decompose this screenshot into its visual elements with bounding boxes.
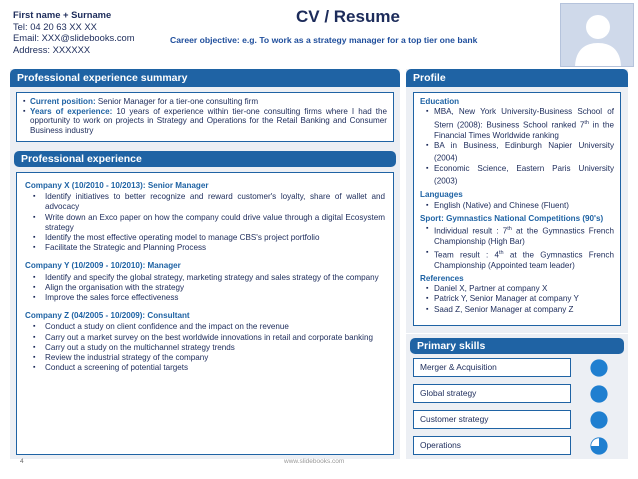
reference-item: ▪ Daniel X, Partner at company X	[420, 284, 614, 294]
job-bullet: ▪ Carry out a study on the multichannel strategy trends	[25, 343, 385, 353]
education-title: Education	[420, 97, 460, 106]
contact-address: Address: XXXXXX	[13, 43, 91, 55]
skill-level-icon	[590, 359, 608, 377]
reference-item: ▪ Saad Z, Senior Manager at company Z	[420, 305, 614, 315]
sport-item-sup: th	[499, 249, 504, 256]
page-number: 4	[20, 458, 24, 465]
candidate-name: First name + Surname	[13, 9, 112, 20]
reference-item: ▪ Patrick Y, Senior Manager at company Y	[420, 294, 614, 304]
education-item-text: BA in Business, Edinburgh Napier University (2004)	[434, 140, 614, 163]
languages-title: Languages	[420, 190, 463, 200]
experience-heading: Professional experience	[14, 151, 396, 167]
profile-heading: Profile	[406, 69, 628, 87]
job-entry	[25, 181, 385, 253]
job-bullet: ▪ Conduct a study on client confidence and the impact on the revenue	[25, 322, 385, 332]
sport-item	[420, 248, 614, 271]
sport-item-text: Individual result : 7	[434, 227, 508, 237]
education-item-sup: th	[584, 119, 589, 126]
skill-item: Customer strategy	[413, 410, 571, 429]
education-item-text: Economic Science, Eastern Paris University (2003)	[434, 164, 614, 187]
education-item	[420, 164, 614, 187]
language-item: ▪ English (Native) and Chinese (Fluent)	[420, 201, 614, 211]
job-bullet: ▪ Review the industrial strategy of the company	[25, 353, 385, 363]
job-bullet: ▪ Identify initiatives to better recognize and reward customer's loyalty, share of wallet and advocacy	[25, 192, 385, 212]
summary-item	[23, 97, 387, 107]
sport-item-text-end: at the Gymnastics French Championship (Appointed team leader)	[434, 250, 614, 270]
sport-title: Sport: Gymnastics National Competitions (90's)	[420, 214, 604, 224]
summary-heading: Professional experience summary	[10, 69, 400, 87]
person-silhouette-icon	[561, 4, 634, 67]
skill-item: Merger & Acquisition	[413, 358, 571, 377]
experience-box	[16, 172, 394, 455]
summary-item-label: Years of experience:	[30, 106, 113, 116]
job-bullet: ▪ Identify and specify the global strategy, marketing strategy and sales strategy of the company	[25, 273, 385, 283]
summary-item-text: 10 years of experience within tier-one consulting firms where I had the opportunity to work on projects in Strategy and Operations for the Retail Banking and Consumer Business industry	[30, 106, 387, 135]
job-entry	[25, 311, 385, 373]
skills-heading: Primary skills	[410, 338, 624, 354]
references-title: References	[420, 273, 464, 283]
summary-item	[23, 107, 387, 136]
job-title: Company Y (10/2009 - 10/2010): Manager	[25, 261, 181, 271]
education-item	[420, 107, 614, 141]
job-bullet: ▪ Improve the sales force effectiveness	[25, 293, 385, 303]
profile-box	[413, 92, 621, 326]
sport-item-text: Team result : 4	[434, 250, 500, 260]
education-item-text: MBA, New York University-Business School of Stern (2008): Business School ranked 7	[434, 107, 614, 130]
summary-box	[16, 92, 394, 142]
skill-level-icon	[590, 411, 608, 429]
contact-email: Email: XXX@slidebooks.com	[13, 32, 135, 44]
skill-item: Operations	[413, 436, 571, 455]
contact-block	[13, 9, 173, 55]
skill-level-icon	[590, 385, 608, 403]
contact-tel: Tel: 04 20 63 XX XX	[13, 20, 97, 32]
job-bullet: ▪ Conduct a screening of potential targets	[25, 363, 385, 373]
skill-level-icon	[590, 437, 608, 455]
job-title: Company Z (04/2005 - 10/2009): Consultant	[25, 311, 190, 321]
career-objective: Career objective: e.g. To work as a strategy manager for a top tier one bank	[170, 35, 478, 45]
sport-item-sup: th	[507, 226, 512, 233]
page-title: CV / Resume	[296, 7, 400, 26]
summary-item-label: Current position:	[30, 97, 96, 106]
job-bullet: ▪ Carry out a market survey on the best worldwide innovations in retail and corporate banking	[25, 333, 385, 343]
sport-item-text-end: at the Gymnastics French Championship (High Bar)	[434, 227, 614, 247]
summary-item-text: Senior Manager for a tier-one consulting firm	[95, 97, 259, 106]
skill-item: Global strategy	[413, 384, 571, 403]
photo-placeholder	[560, 3, 634, 67]
education-item-text-end: in the Financial Times Worldwide ranking	[434, 120, 614, 140]
job-bullet: ▪ Align the organisation with the strategy	[25, 283, 385, 293]
education-item	[420, 141, 614, 164]
footer-website: www.slidebooks.com	[284, 458, 345, 465]
job-bullet: ▪ Identify the most effective operating model to manage CBS's project portfolio	[25, 233, 385, 243]
sport-item	[420, 224, 614, 247]
job-bullet: ▪ Facilitate the Strategic and Planning Process	[25, 243, 385, 253]
job-bullet: ▪ Write down an Exco paper on how the company could drive value through a digital Ecosystem strategy	[25, 213, 385, 233]
job-entry	[25, 261, 385, 303]
job-title: Company X (10/2010 - 10/2013): Senior Manager	[25, 181, 209, 190]
